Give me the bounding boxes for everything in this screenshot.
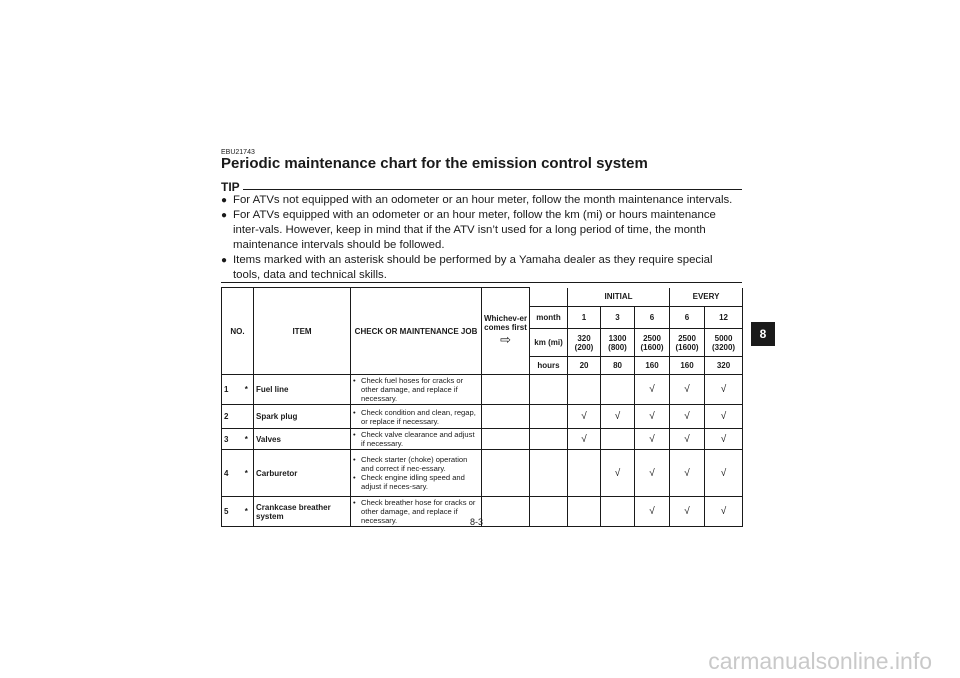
unit-cell [530,375,568,405]
header-item: ITEM [254,288,351,375]
check-mark-icon: √ [635,429,670,450]
interval-value: 1300 (800) [601,329,635,357]
whichever-cell [482,497,530,527]
job-text: Check starter (choke) operation and correct if nec-essary. [361,455,468,473]
item-name: Carburetor [254,450,351,497]
job-description [351,450,482,497]
job-text: Check fuel hoses for cracks or other damage, and replace if necessary. [361,376,464,403]
job-step [353,408,479,426]
empty-cell [601,497,635,527]
interval-unit: km (mi) [530,329,568,357]
tip-text: For ATVs not equipped with an odometer or an hour meter, follow the month maintenance intervals. [233,194,733,206]
check-mark-icon: √ [635,405,670,429]
page-number: 8-3 [470,517,484,527]
bullet-icon: • [353,473,356,482]
row-number: 4 [222,450,240,497]
check-mark-icon: √ [705,429,743,450]
whichever-cell [482,405,530,429]
check-mark-icon: √ [635,450,670,497]
check-mark-icon: √ [670,375,705,405]
job-text: Check valve clearance and adjust if necessary. [361,430,475,448]
empty-cell [601,429,635,450]
tip-item [221,253,742,283]
row-number: 5 [222,497,240,527]
header-blank [530,288,568,307]
interval-value: 20 [568,357,601,375]
item-name: Crankcase breather system [254,497,351,527]
bullet-icon: ● [221,210,228,221]
check-mark-icon: √ [635,375,670,405]
item-name: Fuel line [254,375,351,405]
asterisk-mark: * [240,450,254,497]
interval-value: 12 [705,307,743,329]
tip-list [221,193,742,283]
item-name: Valves [254,429,351,450]
header-whichever [482,288,530,375]
whichever-label: Whichev-er comes first [483,314,528,332]
tip-item [221,208,742,253]
interval-value: 5000 (3200) [705,329,743,357]
empty-cell [601,375,635,405]
check-mark-icon: √ [705,450,743,497]
check-mark-icon: √ [670,450,705,497]
tip-end-rule [221,282,742,283]
bullet-icon: ● [221,195,228,206]
arrow-right-icon: ⇨ [500,332,511,347]
document-code: EBU21743 [221,149,255,156]
interval-value: 320 (200) [568,329,601,357]
empty-cell [568,497,601,527]
interval-value: 6 [635,307,670,329]
check-mark-icon: √ [568,429,601,450]
maintenance-chart [221,287,743,527]
header-initial: INITIAL [568,288,670,307]
job-step [353,498,479,525]
table-row [222,429,743,450]
bullet-icon: • [353,376,356,385]
interval-unit: hours [530,357,568,375]
tip-header [221,181,742,193]
asterisk-mark: * [240,497,254,527]
page-title: Periodic maintenance chart for the emission control system [221,155,648,172]
header-no: NO. [222,288,254,375]
tip-text: Items marked with an asterisk should be performed by a Yamaha dealer as they require special tools, data and technical skills. [233,254,713,281]
interval-value: 80 [601,357,635,375]
watermark: carmanualsonline.info [708,648,932,674]
interval-value: 320 [705,357,743,375]
whichever-cell [482,375,530,405]
interval-value: 3 [601,307,635,329]
interval-value: 160 [670,357,705,375]
item-name: Spark plug [254,405,351,429]
chapter-tab: 8 [751,322,775,346]
bullet-icon: • [353,498,356,507]
interval-value: 1 [568,307,601,329]
job-step [353,455,479,473]
asterisk-mark: * [240,429,254,450]
job-text: Check condition and clean, regap, or replace if necessary. [361,407,476,426]
tip-text: For ATVs equipped with an odometer or an hour meter, follow the km (mi) or hours maintenance inter-vals. However, keep in mind that if the ATV isn’t used for a long period of time, the month maintenance intervals should be followed. [233,209,716,251]
asterisk-mark: * [240,375,254,405]
empty-cell [568,375,601,405]
job-text: Check engine idling speed and adjust if neces-sary. [361,473,465,491]
job-step [353,473,479,491]
interval-value: 6 [670,307,705,329]
unit-cell [530,450,568,497]
unit-cell [530,429,568,450]
bullet-icon: • [353,455,356,464]
job-description [351,405,482,429]
check-mark-icon: √ [705,497,743,527]
bullet-icon: ● [221,255,228,266]
header-every: EVERY [670,288,743,307]
empty-cell [568,450,601,497]
asterisk-mark [240,405,254,429]
table-row [222,450,743,497]
check-mark-icon: √ [601,405,635,429]
unit-cell [530,497,568,527]
bullet-icon: • [353,407,356,417]
tip-rule [243,189,742,190]
tip-label: TIP [221,180,240,194]
bullet-icon: • [353,430,356,439]
check-mark-icon: √ [568,405,601,429]
table-row [222,375,743,405]
row-number: 1 [222,375,240,405]
job-text: Check breather hose for cracks or other damage, and replace if necessary. [361,498,476,525]
check-mark-icon: √ [705,405,743,429]
job-step [353,376,479,403]
unit-cell [530,405,568,429]
check-mark-icon: √ [670,405,705,429]
whichever-cell [482,450,530,497]
check-mark-icon: √ [601,450,635,497]
job-description [351,497,482,527]
check-mark-icon: √ [670,497,705,527]
interval-unit: month [530,307,568,329]
job-description [351,375,482,405]
row-number: 2 [222,405,240,429]
job-description [351,429,482,450]
table-row [222,405,743,429]
interval-value: 2500 (1600) [635,329,670,357]
row-number: 3 [222,429,240,450]
whichever-cell [482,429,530,450]
check-mark-icon: √ [635,497,670,527]
job-step [353,430,479,448]
tip-item [221,193,742,208]
header-job: CHECK OR MAINTENANCE JOB [351,288,482,375]
interval-value: 2500 (1600) [670,329,705,357]
check-mark-icon: √ [670,429,705,450]
check-mark-icon: √ [705,375,743,405]
interval-value: 160 [635,357,670,375]
